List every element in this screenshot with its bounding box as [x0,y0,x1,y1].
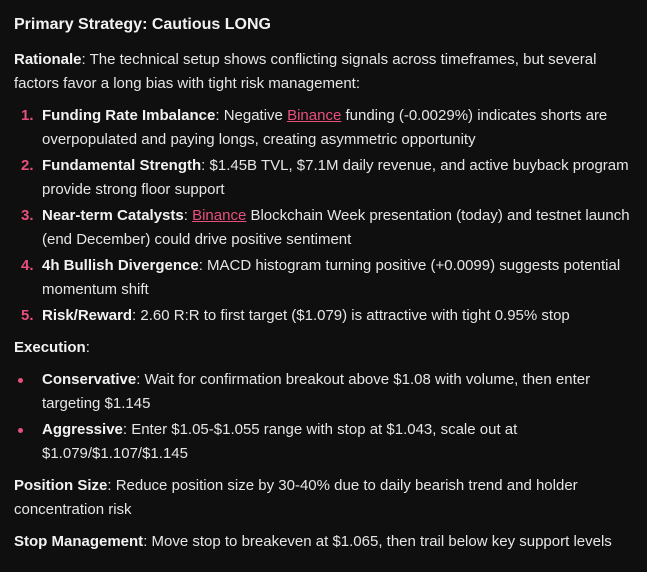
position-size-text: : Reduce position size by 30-40% due to daily bearish trend and holder concentration risk [14,477,578,518]
stop-management-label: Stop Management [14,533,144,550]
list-number: 3. [21,207,34,224]
strategy-title-label: Primary Strategy: [14,16,148,33]
rationale-text: : The technical setup shows conflicting signals across timeframes, but several factors favor a long bias with tight risk management: [14,51,597,92]
factor-text: : Negative [215,107,288,124]
factor-text: : $1.45B TVL, $7.1M daily revenue, and active buyback program provide strong floor support [42,157,629,198]
list-number: 5. [21,307,34,324]
execution-label: Execution [14,339,86,356]
stop-management-paragraph [14,530,633,554]
list-item [14,418,633,466]
factor-text: Blockchain Week presentation (today) and testnet launch (end December) could drive positive sentiment [42,207,630,248]
stop-management-text: : Move stop to breakeven at $1.065, then trail below key support levels [143,533,612,550]
execution-item-label: Aggressive [42,421,123,438]
list-item [14,154,633,202]
factor-text: : MACD histogram turning positive (+0.0099) suggests potential momentum shift [42,257,621,298]
position-size-label: Position Size [14,477,108,494]
factor-label: Funding Rate Imbalance [42,107,216,124]
execution-list [14,368,633,466]
factor-text: : 2.60 R:R to first target ($1.079) is attractive with tight 0.95% stop [132,307,570,324]
factor-text: funding (-0.0029%) indicates shorts are overpopulated and paying longs, creating asymmetric opportunity [42,107,608,148]
factor-text: : [183,207,193,224]
binance-link[interactable]: Binance [192,207,247,224]
execution-item-label: Conservative [42,371,137,388]
execution-item-text: : Wait for confirmation breakout above $1.08 with volume, then enter targeting $1.145 [42,371,591,412]
execution-suffix: : [85,339,90,356]
list-number: 1. [21,107,34,124]
list-item [14,204,633,252]
list-item [14,368,633,416]
rationale-label: Rationale [14,51,82,68]
bullet-icon [18,378,23,383]
list-item [14,104,633,152]
list-number: 4. [21,257,34,274]
binance-link[interactable]: Binance [287,107,342,124]
execution-item-text: : Enter $1.05-$1.055 range with stop at $1.043, scale out at $1.079/$1.107/$1.145 [42,421,518,462]
factors-list [14,104,633,328]
list-item [14,304,633,328]
bullet-icon [18,428,23,433]
execution-heading [14,336,633,360]
strategy-title [14,14,633,36]
position-size-paragraph [14,474,633,522]
factor-label: Fundamental Strength [42,157,202,174]
factor-label: Near-term Catalysts [42,207,184,224]
factor-label: 4h Bullish Divergence [42,257,199,274]
rationale-paragraph [14,48,633,96]
list-number: 2. [21,157,34,174]
strategy-title-value: Cautious LONG [151,16,271,33]
list-item [14,254,633,302]
factor-label: Risk/Reward [42,307,133,324]
